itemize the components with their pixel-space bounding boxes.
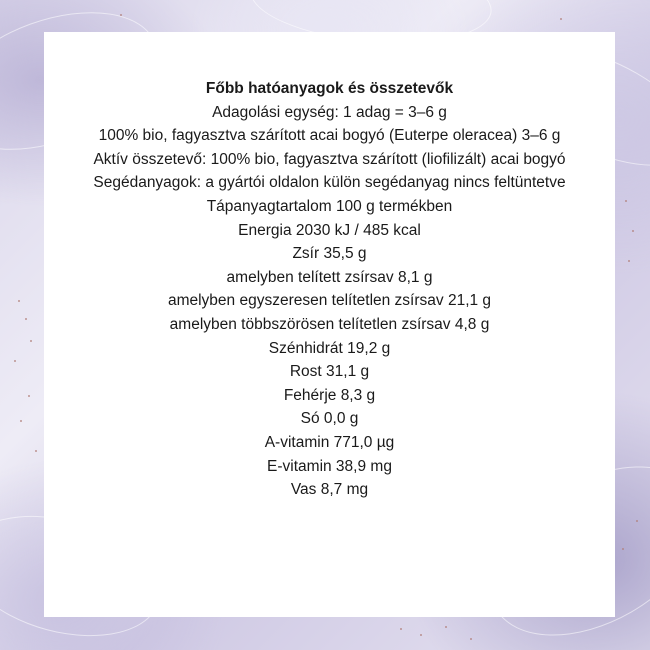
nutrition-carbohydrate: Szénhidrát 19,2 g	[268, 339, 391, 357]
speckle	[30, 340, 32, 342]
ingredients-text	[44, 77, 615, 502]
nutrition-polyunsaturated-fat: amelyben többszörösen telítetlen zsírsav 4,8 g	[169, 315, 490, 333]
excipients-line: Segédanyagok: a gyártói oldalon külön segédanyag nincs feltüntetve	[93, 174, 566, 192]
speckle	[632, 230, 634, 232]
serving-unit-line: Adagolási egység: 1 adag = 3–6 g	[212, 103, 447, 121]
ingredient-line: 100% bio, fagyasztva szárított acai bogyó (Euterpe oleracea) 3–6 g	[98, 127, 561, 145]
nutrition-fiber: Rost 31,1 g	[289, 363, 370, 381]
speckle	[400, 628, 402, 630]
speckle	[20, 420, 22, 422]
speckle	[14, 360, 16, 362]
speckle	[470, 638, 472, 640]
nutrition-protein: Fehérje 8,3 g	[283, 386, 376, 404]
speckle	[636, 520, 638, 522]
nutrition-saturated-fat: amelyben telített zsírsav 8,1 g	[226, 268, 433, 286]
speckle	[628, 260, 630, 262]
active-ingredient-line: Aktív összetevő: 100% bio, fagyasztva szárított (liofilizált) acai bogyó	[93, 150, 566, 168]
speckle	[25, 318, 27, 320]
nutrition-vitamin-a: A-vitamin 771,0 µg	[264, 433, 395, 451]
speckle	[18, 300, 20, 302]
nutrition-fat: Zsír 35,5 g	[292, 245, 367, 263]
speckle	[625, 200, 627, 202]
nutrition-heading: Tápanyagtartalom 100 g termékben	[206, 197, 453, 215]
nutrition-energy: Energia 2030 kJ / 485 kcal	[238, 221, 421, 239]
speckle	[420, 634, 422, 636]
speckle	[445, 626, 447, 628]
ingredients-card	[44, 32, 615, 617]
speckle	[28, 395, 30, 397]
nutrition-iron: Vas 8,7 mg	[290, 481, 369, 499]
nutrition-salt: Só 0,0 g	[300, 410, 359, 428]
nutrition-vitamin-e: E-vitamin 38,9 mg	[267, 457, 392, 475]
speckle	[560, 18, 562, 20]
speckle	[35, 450, 37, 452]
speckle	[622, 548, 624, 550]
nutrition-monounsaturated-fat: amelyben egyszeresen telítetlen zsírsav 21,1 g	[167, 292, 492, 310]
card-title: Főbb hatóanyagok és összetevők	[205, 80, 454, 97]
speckle	[120, 14, 122, 16]
